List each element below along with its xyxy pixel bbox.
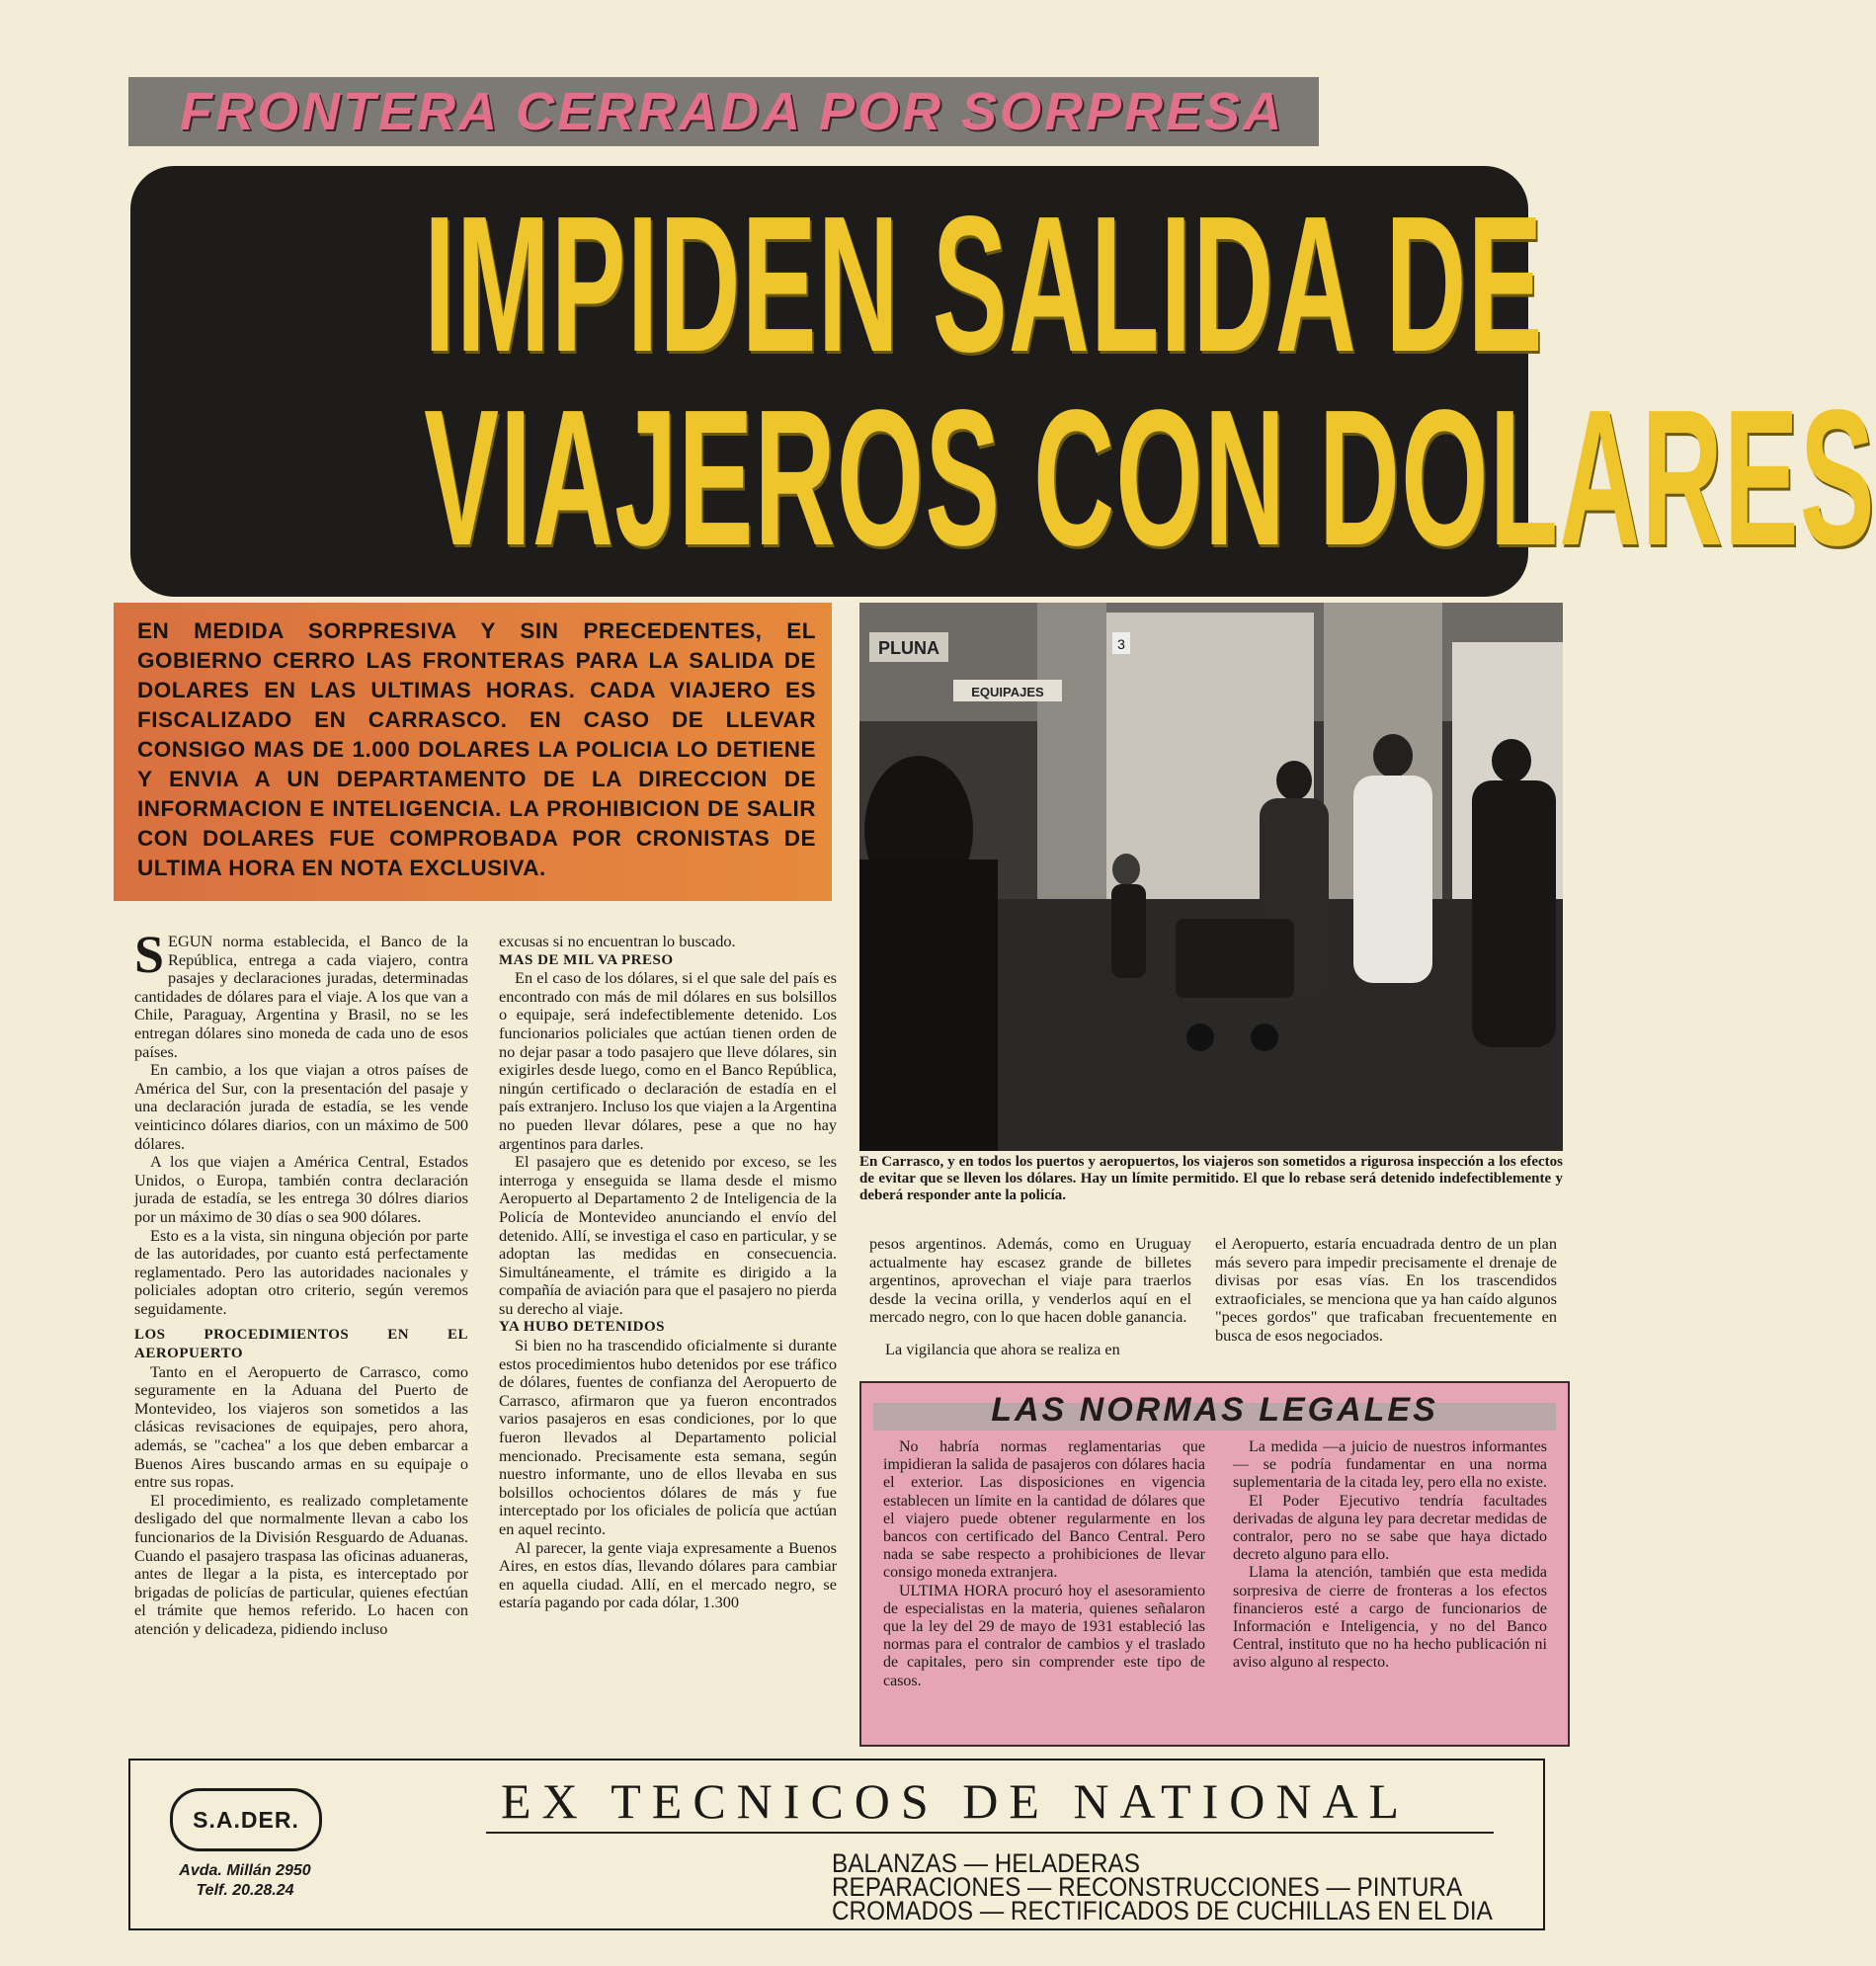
paragraph: No habría normas reglamentarias que impidieran la salida de pasajeros con dólares hacia el exterior. Las disposiciones en vigencia establecen un límite en la cantidad de dólares que el viajero puede obtener regularmente en los bancos con certificado del Banco Central. Pero nada se sabe respecto a prohibiciones de llevar consigo moneda extranjera. — [883, 1438, 1205, 1582]
ad-line-3: CROMADOS — RECTIFICADOS DE CUCHILLAS EN EL DIA — [832, 1896, 1493, 1925]
subheading: MAS DE MIL VA PRESO — [499, 951, 674, 968]
article-column-4 — [1215, 1235, 1557, 1346]
box-column-right — [1233, 1438, 1547, 1673]
box-title: LAS NORMAS LEGALES — [991, 1391, 1438, 1429]
paragraph: El procedimiento, es realizado completamente desligado del que normalmente llevan a cabo los funcionarios de la División Resguardo de Aduanas. Cuando el pasajero traspasa las oficinas aduaneras, antes de llegar a la pista, es interceptado por brigadas de policías de particular, quienes efectúan el trámite que hemos referido. Lo hacen con atención y delicadeza, pidiendo incluso — [134, 1490, 468, 1638]
paragraph: Esto es a la vista, sin ninguna objeción por parte de las autoridades, por cuanto está perfectamente reglamentado. Pero las autoridades nacionales y policiales adoptan otro criterio, según veremos seguidamente. — [134, 1225, 468, 1318]
airport-scene-image — [859, 603, 1563, 1151]
paragraph: Llama la atención, también que esta medida sorpresiva de cierre de fronteras a los efectos financieros esté a cargo de funcionarios de Información e Inteligencia, y no del Banco Central, instituto que no ha hecho publicación ni aviso alguno al respecto. — [1233, 1564, 1547, 1672]
paragraph: EGUN norma establecida, el Banco de la República, entrega a cada viajero, contra pasajes y declaraciones juradas, determinadas cantidades de dólares para el viaje. A los que van a Chile, Paraguay, Argentina y Brasil, no se les entregan dólares sino moneda de cada uno de esos países. — [134, 932, 468, 1061]
paragraph: En el caso de los dólares, si el que sale del país es encontrado con más de mil dólares en sus bolsillos o equipaje, será indefectiblemente detenido. Los funcionarios policiales que actúan tienen orden de no dejar pasar a todo pasajero que lleve dólares, sin exigirles desde luego, como en el Banco República, ningún certificado o declaración de estadía en el país extranjero. Incluso los que viajen a la Argentina no pueden llevar dólares, pese a que no hay argentinos para darles. — [499, 968, 837, 1153]
headline-line-2: VIAJEROS CON DOLARES — [424, 369, 1876, 586]
paragraph: Tanto en el Aeropuerto de Carrasco, como seguramente en la Aduana del Puerto de Montevideo, los viajeros son sometidos a las clásicas revisaciones de equipajes, pero ahora, además, se "cachea" a los que deben embarcar a Buenos Aires buscando armas en su equipaje o entre sus ropas. — [134, 1361, 468, 1492]
drop-cap: S — [134, 925, 165, 984]
paragraph: El Poder Ejecutivo tendría facultades derivadas de alguna ley para decretar medidas de contralor, pero no se sabe que haya dictado decreto alguno para ello. — [1233, 1492, 1547, 1564]
paragraph: En cambio, a los que viajan a otros países de América del Sur, con la presentación del pasaje y una declaración jurada de estadía, se les vende veinticinco dólares diarios, con un máximo de 500 dólares. — [134, 1060, 468, 1153]
headline-line-1: IMPIDEN SALIDA DE — [424, 176, 1544, 392]
kicker-banner — [128, 77, 1319, 146]
ad-divider — [486, 1832, 1494, 1834]
subheading: YA HUBO DETENIDOS — [499, 1319, 665, 1336]
sign-equipajes: EQUIPAJES — [971, 685, 1044, 699]
paragraph: excusas si no encuentran lo buscado. — [499, 932, 736, 950]
photo-caption: En Carrasco, y en todos los puertos y aeropuertos, los viajeros son sometidos a rigurosa inspección a los efectos de evitar que se lleven los dólares. Hay un límite permitido. El que lo rebase será detenido indefectiblemente y deberá responder ante la policía. — [859, 1154, 1563, 1203]
subheading: LOS PROCEDIMIENTOS EN EL AEROPUERTO — [134, 1327, 468, 1362]
ad-line-2: REPARACIONES — RECONSTRUCCIONES — PINTURA — [832, 1872, 1463, 1902]
paragraph: Si bien no ha trascendido oficialmente si durante estos procedimientos hubo detenidos por ese tráfico de dólares, fuentes de confianza del Aeropuerto de Carrasco, afirmaron que ya fueron encontrados varios pasajeros en esas condiciones, por lo que fueron llevados al Departamento policial mencionado. Precisamente esta semana, según nuestro informante, uno de ellos llevaba en sus bolsillos ochocientos dólares de más y fue interceptado por los oficiales de policía que actúan en aquel recinto. — [499, 1336, 837, 1538]
paragraph: ULTIMA HORA procuró hoy el asesoramiento de especialistas en la materia, quienes señalaron que la ley del 29 de mayo de 1931 estableció las normas para el contralor de cambios y el traslado de capitales, pero sin comprender este tipo de casos. — [883, 1582, 1205, 1689]
ad-line-1: BALANZAS — HELADERAS — [832, 1848, 1140, 1878]
lead-box — [114, 603, 832, 901]
article-column-1 — [134, 925, 468, 1639]
paragraph: El pasajero que es detenido por exceso, se les interroga y enseguida se llama desde el mismo Aeropuerto al Departamento 2 de Inteligencia de la Policía de Montevideo anunciando el envío del detenido. Allí, se investiga el caso en particular, y se adoptan las medidas en consecuencia. Simultáneamente, el trámite es dirigido a la compañía de aviación para que el pasajero no pierda su derecho al viaje. — [499, 1152, 837, 1318]
ad-title: EX TECNICOS DE NATIONAL — [501, 1773, 1411, 1829]
headline-block — [130, 166, 1876, 597]
paragraph: Al parecer, la gente viaja expresamente a Buenos Aires, en estos días, llevando dólares para cambiar en aquella ciudad. Allí, en el mercado negro, se estaría pagando por cada dólar, 1.300 — [499, 1537, 837, 1612]
news-photo — [859, 603, 1563, 1151]
paragraph: A los que viajen a América Central, Estados Unidos, o Europa, también contra declaración jurada de estadía, se les entrega 30 dólres diarios por un máximo de 30 días o sea 900 dólares. — [134, 1152, 468, 1226]
paragraph: pesos argentinos. Además, como en Uruguay actualmente hay escasez grande de billetes argentinos, aprovechan el viaje para traerlos desde la vecina orilla, y venderlos aquí en el mercado negro, con lo que hacen doble ganancia. — [869, 1234, 1191, 1327]
ad-address: Avda. Millán 2950 — [179, 1862, 311, 1879]
paragraph: La medida —a juicio de nuestros informantes— se podría fundamentar en una norma suplementaria de la citada ley, pero ella no existe. — [1233, 1438, 1547, 1492]
paragraph: La vigilancia que ahora se realiza en — [885, 1339, 1120, 1358]
article-column-3 — [869, 1235, 1191, 1359]
sader-logo: S.A.DER. — [170, 1788, 322, 1851]
kicker-text: FRONTERA CERRADA POR SORPRESA — [180, 82, 1285, 141]
paragraph: el Aeropuerto, estaría encuadrada dentro de un plan más severo para impedir precisamente el drenaje de divisas por esas vías. En los trascendidos extraoficiales, se menciona que ya han caído algunos "peces gordos" que traficaban frecuentemente en busca de esos negociados. — [1215, 1234, 1557, 1345]
ad-contact — [166, 1861, 324, 1901]
sign-pluna: PLUNA — [878, 638, 939, 658]
sign-number: 3 — [1117, 636, 1125, 652]
lead-text: EN MEDIDA SORPRESIVA Y SIN PRECEDENTES, EL GOBIERNO CERRO LAS FRONTERAS PARA LA SALIDA DE DOLARES EN LAS ULTIMAS HORAS. CADA VIAJERO ES FISCALIZADO EN CARRASCO. EN CASO DE LLEVAR CONSIGO MAS DE 1.000 DOLARES LA POLICIA LO DETIENE Y ENVIA A UN DEPARTAMENTO DE LA DIRECCION DE INFORMACION E INTELIGENCIA. LA PROHIBICION DE SALIR CON DOLARES FUE COMPROBADA POR CRONISTAS DE ULTIMA HORA EN NOTA EXCLUSIVA. — [137, 618, 816, 880]
box-column-left — [883, 1438, 1205, 1690]
advertisement — [128, 1759, 1545, 1930]
sidebar-box-legal — [859, 1381, 1570, 1747]
article-column-2 — [499, 933, 837, 1612]
ad-phone: Telf. 20.28.24 — [196, 1882, 294, 1899]
